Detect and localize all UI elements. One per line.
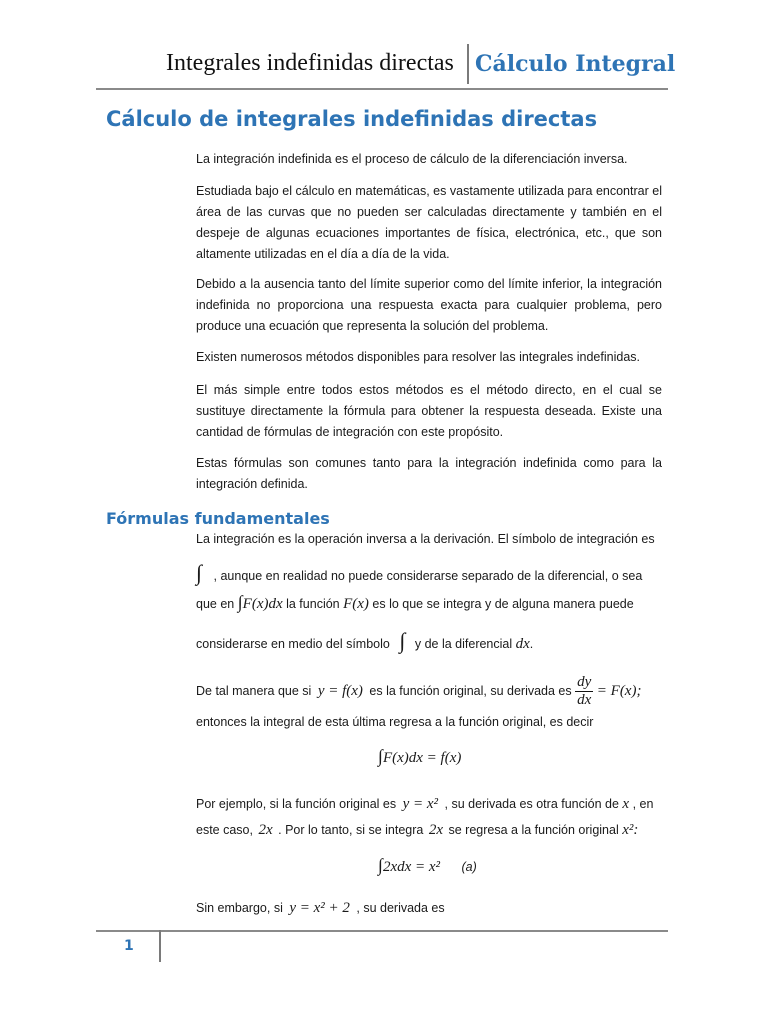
header-rule (96, 88, 668, 90)
math-y-eq-x2: y = x² (402, 796, 439, 812)
math-dx-den: dx (577, 692, 592, 708)
paragraph-study: Estudiada bajo el cálculo en matemáticas, es vastamente utilizada para encontrar el área de las curvas que no pueden ser calculadas directamente y también en el despeje de algunas ecuaciones importantes de física, electrónica, etc., que son altamente utilizadas en el día a día de la vida. (196, 184, 662, 261)
header-document-title: Integrales indefinidas directas (166, 50, 454, 76)
math-dx: dx (515, 636, 530, 652)
formulas-line-5-b: es la función original, su derivada es (369, 683, 572, 698)
integral-symbol: ∫ (378, 855, 383, 875)
formulas-line-1: La integración es la operación inversa a la derivación. El símbolo de integración es (196, 532, 655, 546)
section-heading-main: Cálculo de integrales indefinidas directas (106, 107, 598, 131)
integral-symbol: ∫ (196, 560, 203, 585)
formulas-line-5 (196, 674, 641, 709)
math-int-fx-dx: F(x)dx (242, 596, 283, 612)
equation-1 (378, 746, 461, 767)
formulas-line-8-a: este caso, (196, 823, 253, 837)
header-divider (467, 44, 469, 84)
equation-2 (378, 855, 477, 876)
page-header (0, 0, 768, 90)
formulas-line-3-b: la función (286, 597, 340, 611)
formulas-line-5-a: De tal manera que si (196, 683, 312, 698)
math-2x: 2x (258, 822, 273, 838)
formulas-line-4-a: considerarse en medio del símbolo (196, 637, 390, 651)
math-y-eq-fx: y = f(x) (317, 682, 363, 699)
math-x: x (622, 796, 630, 812)
header-subject-title: Cálculo Integral (475, 51, 676, 77)
integral-symbol: ∫ (378, 746, 383, 766)
formulas-line-2 (196, 560, 642, 586)
paragraph-limits: Debido a la ausencia tanto del límite superior como del límite inferior, la integración indefinida no proporciona una respuesta exacta para cualquier problema, pero produce una ecuación que representa la solución del problema. (196, 277, 662, 333)
formulas-line-3-c: es lo que se integra y de alguna manera puede (372, 597, 634, 611)
page-number: 1 (124, 938, 134, 954)
footer-divider (159, 930, 161, 962)
formulas-line-8 (196, 822, 638, 839)
formulas-line-8-c: se regresa a la función original (448, 823, 619, 837)
formulas-line-7-c: , en (632, 797, 654, 811)
formulas-line-3 (196, 592, 634, 613)
math-y-eq-x2-plus-2: y = x² + 2 (289, 900, 350, 916)
formulas-line-4: considerarse en medio del símbolo ∫ y de la diferencial dx. (196, 628, 534, 653)
equation-label: (a) (461, 860, 477, 874)
formulas-line-7-b: , su derivada es otra función de (444, 797, 619, 811)
formulas-line-4-b: y de la diferencial (414, 637, 513, 651)
math-eq-fx: = F(x); (596, 682, 642, 699)
formulas-line-8-b: . Por lo tanto, si se integra (278, 823, 424, 837)
formulas-line-6: entonces la integral de esta última regresa a la función original, es decir (196, 715, 594, 729)
paragraph-direct-method: El más simple entre todos estos métodos es el método directo, en el cual se sustituye directamente la fórmula para obtener la respuesta deseada. Existe una cantidad de fórmulas de integración con este propósito. (196, 383, 662, 439)
integral-symbol: ∫ (399, 628, 406, 653)
formulas-line-9-b: , su derivada es (356, 901, 445, 915)
formulas-line-7 (196, 796, 653, 813)
paragraph-methods: Existen numerosos métodos disponibles para resolver las integrales indefinidas. (196, 350, 640, 364)
math-fx: F(x) (343, 596, 369, 612)
math-derivative-fraction (575, 674, 593, 709)
math-2x: 2x (428, 822, 443, 838)
formulas-line-7-a: Por ejemplo, si la función original es (196, 797, 397, 811)
section-heading-formulas: Fórmulas fundamentales (106, 509, 330, 528)
math-eq1: F(x)dx = f(x) (382, 750, 462, 766)
integral-symbol: ∫ (237, 592, 243, 612)
formulas-line-9 (196, 900, 445, 917)
math-dy: dy (577, 674, 592, 690)
formulas-line-9-a: Sin embargo, si (196, 901, 283, 915)
paragraph-formulas: Estas fórmulas son comunes tanto para la integración indefinida como para la integración definida. (196, 456, 662, 491)
footer-rule (96, 930, 668, 932)
formulas-line-2-text: , aunque en realidad no puede considerarse separado de la diferencial, o sea (213, 569, 643, 583)
formulas-line-3-a: que en (196, 597, 235, 611)
math-x2: x²: (622, 822, 639, 838)
paragraph-intro: La integración indefinida es el proceso de cálculo de la diferenciación inversa. (196, 152, 628, 166)
math-eq2: 2xdx = x² (382, 859, 441, 875)
